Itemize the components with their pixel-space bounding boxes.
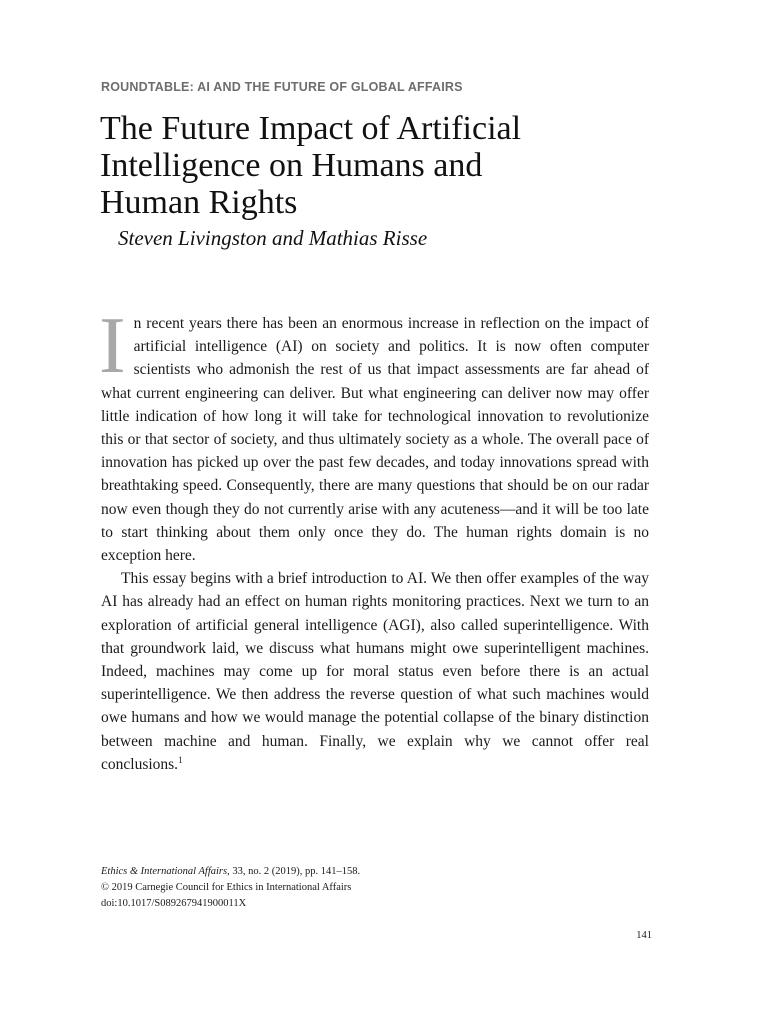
section-kicker: ROUNDTABLE: AI AND THE FUTURE OF GLOBAL AFFAIRS xyxy=(101,80,463,94)
citation-line xyxy=(101,864,360,880)
journal-name: Ethics & International Affairs xyxy=(101,866,228,877)
page-number: 141 xyxy=(636,930,652,941)
body-paragraph-1-text: n recent years there has been an enormous increase in reflection on the impact of artificial intelligence (AI) on society and politics. It is now often computer scientists who admonish the rest of us that impact assessments are far ahead of what current engineering can deliver. But what engineering can deliver now may offer little indication of how long it will take for technological innovation to revolutionize this or that sector of society, and thus ultimately society as a whole. The overall pace of innovation has picked up over the past few decades, and today innovations spread with breathtaking speed. Consequently, there are many questions that should be on our radar now even though they do not currently arise with any acuteness—and it will be too late to start thinking about them only once they do. The human rights domain is no exception here. xyxy=(101,315,649,565)
copyright-line: © 2019 Carnegie Council for Ethics in International Affairs xyxy=(101,882,352,893)
body-paragraph-2 xyxy=(101,567,649,776)
citation-details: , 33, no. 2 (2019), pp. 141–158. xyxy=(227,866,361,877)
article-title xyxy=(100,110,660,221)
body-paragraph-2-text: This essay begins with a brief introduction to AI. We then offer examples of the way AI has already had an effect on human rights monitoring practices. Next we turn to an exploration of artificial general intelligence (AGI), also called superintelligence. With that groundwork laid, we discuss what humans might owe superintelligent machines. Indeed, machines may come up for moral status even before there is an actual superintelligence. We then address the reverse question of what such machines would owe humans and how we would manage the potential collapse of the binary distinction between machine and human. Finally, we explain why we cannot offer real conclusions. xyxy=(101,570,649,773)
article-authors: Steven Livingston and Mathias Risse xyxy=(118,226,428,250)
body-paragraph-1 xyxy=(99,302,649,567)
drop-cap: I xyxy=(99,302,126,390)
article-title-line-2: Intelligence on Humans and xyxy=(100,147,483,184)
citation-block xyxy=(101,864,360,912)
article-title-line-1: The Future Impact of Artificial xyxy=(100,110,522,147)
article-title-line-3: Human Rights xyxy=(100,184,298,221)
footnote-marker[interactable]: 1 xyxy=(178,754,183,765)
article-body xyxy=(99,302,649,776)
doi-line[interactable]: doi:10.1017/S089267941900011X xyxy=(101,898,247,909)
